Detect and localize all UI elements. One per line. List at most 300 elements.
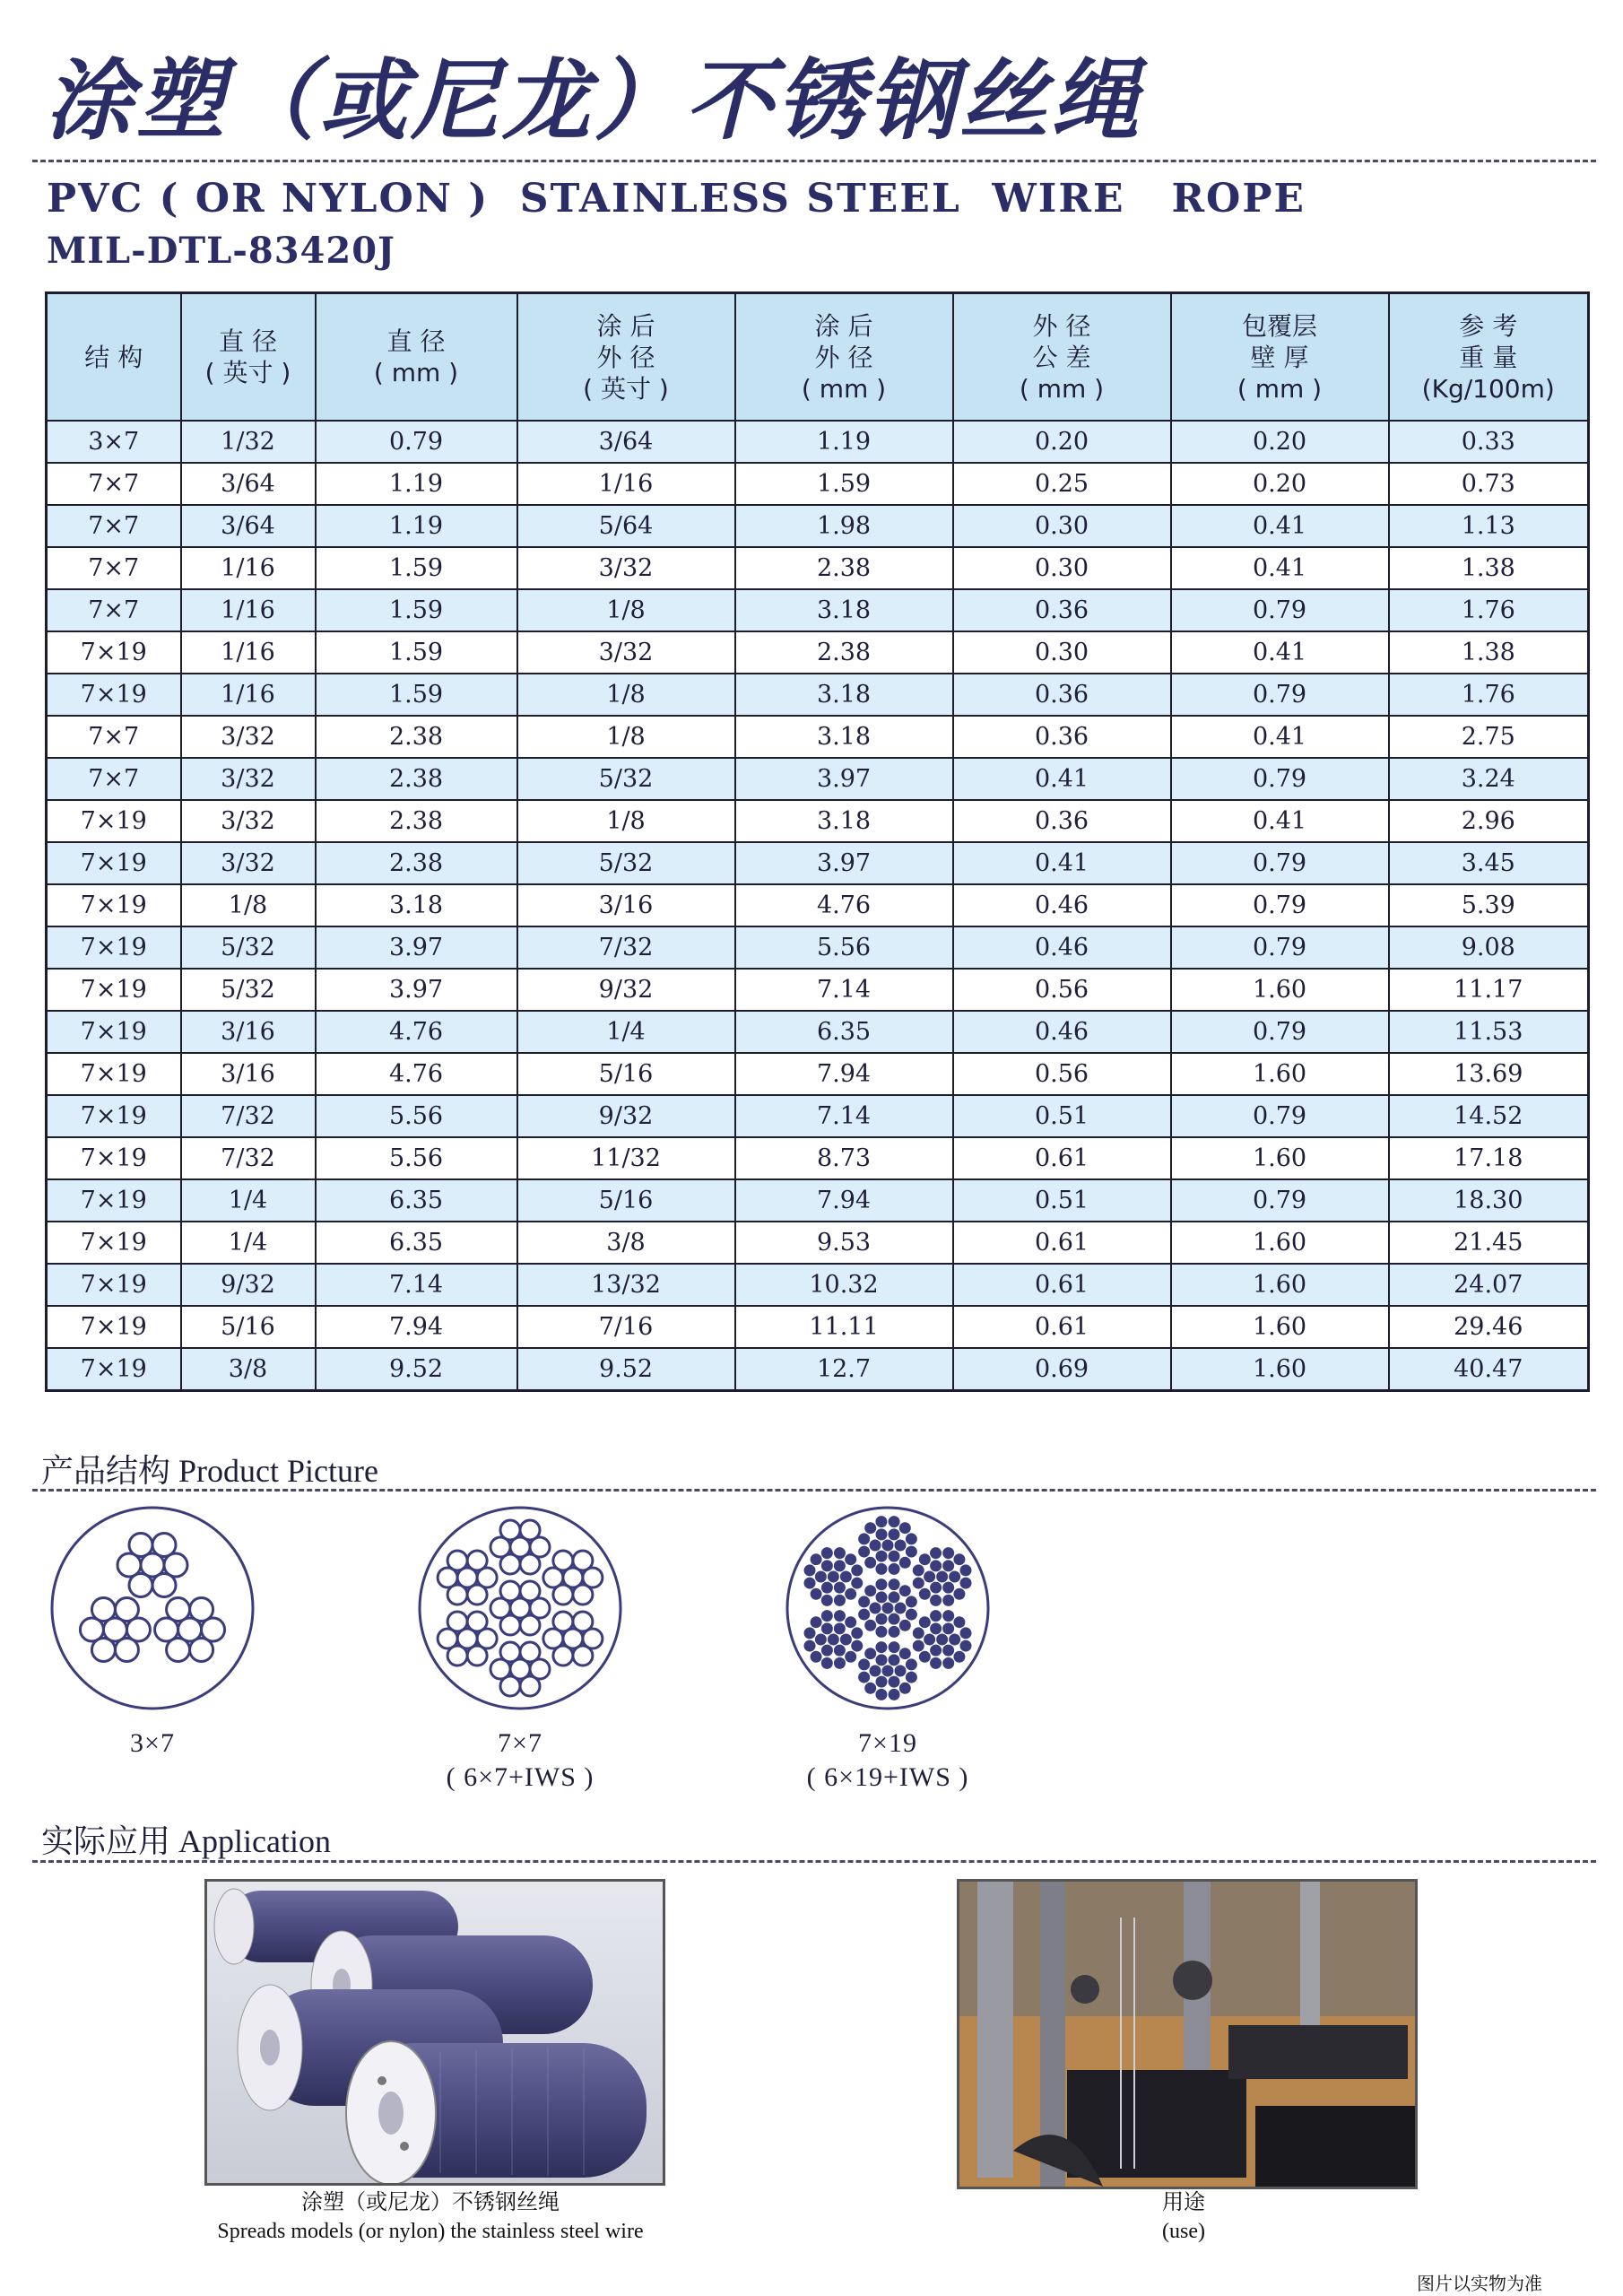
header-od-tolerance: 外 径 公 差 ( mm ) [953,293,1171,422]
table-cell: 3.18 [316,884,517,926]
wire [905,1608,917,1621]
wire [833,1644,846,1657]
wire [833,1657,846,1669]
application-title: 实际应用 Application [41,1823,331,1859]
wire [888,1641,900,1654]
wire [875,1675,888,1688]
table-cell: 3/32 [181,842,316,884]
wire [930,1581,942,1594]
wire [833,1581,846,1594]
table-cell: 11/32 [517,1137,735,1179]
diagram-7x19 [762,1502,1013,1795]
wire [875,1613,888,1625]
wire [851,1577,864,1589]
wire [942,1644,955,1657]
wire [810,1650,822,1663]
strand-7x7-diagram [414,1502,626,1714]
wire [898,1619,911,1631]
wire [936,1633,949,1646]
table-cell: 0.20 [1171,421,1389,463]
table-cell: 0.51 [953,1179,1171,1222]
application-divider [32,1860,1596,1863]
table-row [47,1264,1589,1306]
table-cell: 2.96 [1389,800,1589,842]
table-row [47,1222,1589,1264]
table-cell: 5/32 [517,758,735,800]
table-cell: 0.36 [953,589,1171,631]
wire [167,1597,190,1621]
table-cell: 0.79 [1171,1179,1389,1222]
table-cell: 12.7 [735,1348,953,1391]
wire [839,1633,852,1646]
wire [858,1658,871,1671]
wire [833,1594,846,1606]
table-cell: 1.38 [1389,547,1589,589]
table-cell: 1/16 [181,589,316,631]
table-cell: 1.19 [316,505,517,547]
table-cell: 1/16 [517,463,735,505]
use-caption [1004,2188,1363,2246]
table-cell: 5.56 [316,1137,517,1179]
table-cell: 3/32 [517,631,735,674]
wire [810,1553,822,1566]
table-cell: 1.60 [1171,1306,1389,1348]
wire [875,1562,888,1575]
wire [875,1578,888,1591]
table-row [47,631,1589,674]
wire [500,1642,520,1662]
table-cell: 5.39 [1389,884,1589,926]
wire [888,1562,900,1575]
wire [894,1539,907,1552]
header-coating-thickness: 包覆层 壁 厚 ( mm ) [1171,293,1389,422]
wire [820,1622,833,1635]
table-cell: 1.76 [1389,589,1589,631]
table-cell: 0.46 [953,1011,1171,1053]
wire [898,1556,911,1569]
table-cell: 7×19 [47,969,181,1011]
wire [864,1682,877,1694]
table-cell: 1.60 [1171,969,1389,1011]
table-cell: 7×7 [47,505,181,547]
wire [912,1577,924,1589]
wire [912,1564,924,1577]
wire [881,1602,894,1614]
wire [898,1648,911,1660]
table-cell: 17.18 [1389,1137,1589,1179]
wire [888,1688,900,1700]
table-row [47,926,1589,969]
table-cell: 0.20 [953,421,1171,463]
wire [810,1587,822,1600]
table-cell: 2.38 [316,842,517,884]
wire [924,1570,936,1583]
table-row [47,1179,1589,1222]
wire [820,1560,833,1572]
table-cell: 7×19 [47,1095,181,1137]
table-cell: 1.19 [316,463,517,505]
table-cell: 0.79 [1171,1011,1389,1053]
table-cell: 7×19 [47,1264,181,1306]
table-cell: 9/32 [181,1264,316,1306]
table-cell: 4.76 [735,884,953,926]
table-cell: 0.41 [953,758,1171,800]
table-cell: 40.47 [1389,1348,1589,1391]
table-cell: 0.46 [953,884,1171,926]
table-cell: 3.18 [735,674,953,716]
table-cell: 7×19 [47,884,181,926]
table-cell: 11.53 [1389,1011,1589,1053]
wire [942,1657,955,1669]
wire [845,1650,857,1663]
table-cell: 3/8 [181,1348,316,1391]
table-cell: 1/8 [517,674,735,716]
wire [833,1622,846,1635]
wire [91,1597,115,1621]
table-cell: 1/4 [517,1011,735,1053]
wire [959,1639,972,1652]
table-cell: 2.38 [735,547,953,589]
table-cell: 0.41 [1171,716,1389,758]
wire [930,1657,942,1669]
wire [942,1560,955,1572]
table-cell: 1/8 [517,589,735,631]
table-cell: 3/32 [517,547,735,589]
wire [115,1597,138,1621]
wire [953,1587,966,1600]
wire [864,1522,877,1535]
table-cell: 7×7 [47,463,181,505]
table-cell: 5/16 [181,1306,316,1348]
table-cell: 1.60 [1171,1264,1389,1306]
wire [814,1633,827,1646]
spec-code: MIL-DTL-83420J [47,230,395,272]
wire [851,1627,864,1639]
table-cell: 1.60 [1171,1053,1389,1095]
table-cell: 0.79 [1171,589,1389,631]
table-cell: 0.41 [1171,547,1389,589]
wire [845,1616,857,1629]
table-row [47,421,1589,463]
table-row [47,589,1589,631]
table-cell: 6.35 [316,1179,517,1222]
table-cell: 1/16 [181,674,316,716]
wire [573,1551,593,1570]
table-cell: 0.61 [953,1306,1171,1348]
table-cell: 7×19 [47,1306,181,1348]
table-cell: 1.76 [1389,674,1589,716]
table-cell: 7×19 [47,1011,181,1053]
wire [924,1633,936,1646]
spec-table [45,291,1590,1392]
table-cell: 1/4 [181,1222,316,1264]
wire [520,1676,540,1696]
wire [953,1650,966,1663]
wire [875,1516,888,1528]
table-cell: 3/64 [181,463,316,505]
table-cell: 6.35 [735,1011,953,1053]
table-row [47,463,1589,505]
wire [851,1564,864,1577]
wire [905,1533,917,1545]
table-cell: 9.52 [517,1348,735,1391]
table-row [47,800,1589,842]
table-row [47,884,1589,926]
wire [820,1657,833,1669]
table-row [47,1348,1589,1391]
wire [888,1578,900,1591]
table-cell: 0.41 [1171,505,1389,547]
wire [888,1654,900,1666]
table-cell: 5.56 [316,1095,517,1137]
table-cell: 5/32 [181,969,316,1011]
wire [858,1533,871,1545]
rope-spools-image [207,1882,663,2183]
wire [820,1644,833,1657]
gym-machine-image [959,1882,1415,2187]
rope-outline [52,1508,253,1709]
table-cell: 7×19 [47,674,181,716]
wire [949,1570,961,1583]
table-cell: 0.61 [953,1222,1171,1264]
wire [152,1533,176,1556]
table-cell: 0.79 [1171,842,1389,884]
wire [888,1591,900,1604]
wire [467,1646,487,1665]
wire [803,1564,816,1577]
table-cell: 3.97 [735,758,953,800]
table-cell: 1.59 [316,547,517,589]
table-cell: 13/32 [517,1264,735,1306]
wire [520,1554,540,1574]
table-cell: 5/32 [181,926,316,969]
wire [864,1585,877,1597]
table-cell: 11.11 [735,1306,953,1348]
header-diameter-inch: 直 径 ( 英寸 ) [181,293,316,422]
page-title-en: PVC ( OR NYLON ) STAINLESS STEEL WIRE ROPE [47,176,1306,222]
table-cell: 3/32 [181,758,316,800]
table-cell: 2.38 [316,800,517,842]
table-cell: 7.94 [316,1306,517,1348]
table-cell: 1/32 [181,421,316,463]
table-cell: 0.73 [1389,463,1589,505]
wire [833,1547,846,1560]
wire [190,1639,213,1662]
table-cell: 1/8 [181,884,316,926]
table-cell: 3/8 [517,1222,735,1264]
table-cell: 7/32 [181,1095,316,1137]
table-cell: 0.61 [953,1137,1171,1179]
diagram-sublabel: ( 6×19+IWS ) [806,1762,969,1792]
product-divider [32,1489,1596,1492]
wire [814,1570,827,1583]
table-cell: 1/8 [517,800,735,842]
wire [833,1610,846,1622]
table-row [47,505,1589,547]
wire [936,1570,949,1583]
table-body [47,421,1589,1391]
diagram-7x7 [404,1502,637,1795]
wire [953,1616,966,1629]
wire [520,1615,540,1635]
wire [820,1594,833,1606]
spools-caption-en: Spreads models (or nylon) the stainless steel wire [217,2220,644,2243]
table-cell: 7.94 [735,1179,953,1222]
table-cell: 1.60 [1171,1137,1389,1179]
page-title-cn: 涂塑（或尼龙）不锈钢丝绳 [45,49,1143,152]
table-cell: 10.32 [735,1264,953,1306]
table-cell: 0.69 [953,1348,1171,1391]
table-cell: 7×19 [47,1053,181,1095]
header-coated-od-mm: 涂 后 外 径 ( mm ) [735,293,953,422]
spools-caption-cn: 涂塑（或尼龙）不锈钢丝绳 [301,2191,560,2214]
wire [894,1602,907,1614]
table-cell: 3/16 [181,1053,316,1095]
table-cell: 7/16 [517,1306,735,1348]
table-cell: 1.98 [735,505,953,547]
wire [942,1547,955,1560]
wire [942,1581,955,1594]
wire [115,1639,138,1662]
wire [888,1613,900,1625]
wire [912,1639,924,1652]
wire [918,1553,931,1566]
wire [827,1570,839,1583]
header-diameter-mm: 直 径 ( mm ) [316,293,517,422]
table-cell: 3×7 [47,421,181,463]
table-cell: 1/16 [181,631,316,674]
wire [500,1520,520,1540]
wire [520,1581,540,1601]
wire [898,1522,911,1535]
wire [888,1625,900,1638]
table-cell: 0.30 [953,547,1171,589]
wire [152,1574,176,1597]
table-cell: 3.97 [316,969,517,1011]
table-cell: 1.59 [316,589,517,631]
table-cell: 5.56 [735,926,953,969]
table-row [47,842,1589,884]
wire [898,1682,911,1694]
table-cell: 3/16 [517,884,735,926]
wire [803,1577,816,1589]
wire [820,1547,833,1560]
table-cell: 7.14 [735,1095,953,1137]
table-cell: 7×19 [47,631,181,674]
wire [858,1545,871,1558]
wire [858,1596,871,1608]
wire [888,1516,900,1528]
table-cell: 0.79 [1171,926,1389,969]
table-cell: 3.18 [735,800,953,842]
table-cell: 3.97 [316,926,517,969]
wire [869,1539,881,1552]
table-cell: 29.46 [1389,1306,1589,1348]
table-cell: 3.18 [735,589,953,631]
table-cell: 14.52 [1389,1095,1589,1137]
table-cell: 7×19 [47,1222,181,1264]
table-cell: 1.59 [735,463,953,505]
wire [918,1616,931,1629]
wire [803,1639,816,1652]
table-cell: 0.25 [953,463,1171,505]
wire [918,1650,931,1663]
title-divider [32,160,1596,162]
table-row [47,1095,1589,1137]
table-cell: 0.36 [953,716,1171,758]
table-cell: 1.19 [735,421,953,463]
table-cell: 18.30 [1389,1179,1589,1222]
diagram-label: 7×7 [498,1728,542,1758]
table-row [47,716,1589,758]
table-cell: 0.36 [953,674,1171,716]
table-cell: 0.79 [316,421,517,463]
wire [898,1585,911,1597]
wire [949,1633,961,1646]
table-cell: 0.79 [1171,674,1389,716]
table-cell: 0.36 [953,800,1171,842]
table-cell: 0.79 [1171,1095,1389,1137]
header-coated-od-inch: 涂 后 外 径 ( 英寸 ) [517,293,735,422]
table-cell: 1.59 [316,631,517,674]
diagram-sublabel: ( 6×7+IWS ) [446,1762,595,1792]
wire [959,1627,972,1639]
table-cell: 3/32 [181,716,316,758]
table-cell: 1.38 [1389,631,1589,674]
wire [881,1665,894,1677]
table-cell: 24.07 [1389,1264,1589,1306]
table-cell: 0.56 [953,969,1171,1011]
table-cell: 7/32 [181,1137,316,1179]
wire [942,1610,955,1622]
table-cell: 1.60 [1171,1222,1389,1264]
wire [820,1610,833,1622]
table-cell: 0.30 [953,505,1171,547]
table-row [47,674,1589,716]
wire [959,1577,972,1589]
diagram-label: 3×7 [130,1728,175,1758]
table-cell: 7/32 [517,926,735,969]
wire [930,1560,942,1572]
table-cell: 7×19 [47,1179,181,1222]
table-cell: 0.56 [953,1053,1171,1095]
wire [827,1633,839,1646]
strand-7x19-diagram [782,1502,994,1714]
table-cell: 0.79 [1171,884,1389,926]
table-row [47,969,1589,1011]
table-cell: 13.69 [1389,1053,1589,1095]
table-cell: 7.94 [735,1053,953,1095]
table-cell: 7×19 [47,1348,181,1391]
table-row [47,1137,1589,1179]
table-cell: 0.41 [953,842,1171,884]
wire [959,1564,972,1577]
table-row [47,1053,1589,1095]
table-cell: 7×19 [47,842,181,884]
table-cell: 0.51 [953,1095,1171,1137]
table-cell: 3/16 [181,1011,316,1053]
wire [875,1591,888,1604]
table-cell: 7×19 [47,800,181,842]
table-cell: 0.79 [1171,758,1389,800]
wire [875,1528,888,1541]
wire [573,1646,593,1665]
table-cell: 3/64 [181,505,316,547]
wire [905,1658,917,1671]
wire [953,1553,966,1566]
wire [820,1581,833,1594]
wire [888,1550,900,1562]
